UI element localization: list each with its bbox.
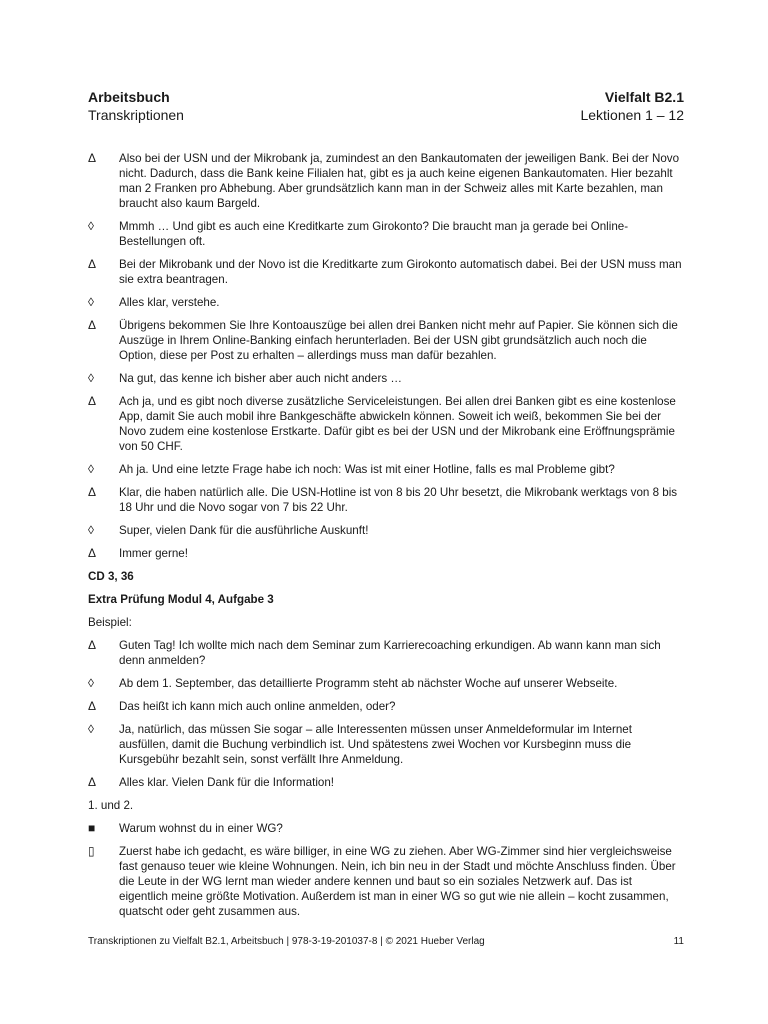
- footer-citation: Transkriptionen zu Vielfalt B2.1, Arbeitsbuch | 978-3-19-201037-8 | © 2021 Hueber Verlag: [88, 936, 485, 947]
- dialog-text: Guten Tag! Ich wollte mich nach dem Seminar zum Karrierecoaching erkundigen. Ab wann kann man sich denn anmelden?: [119, 639, 661, 667]
- speaker-marker: ◊: [88, 676, 94, 690]
- header-lessons: Lektionen 1 – 12: [580, 107, 684, 123]
- dialog-text: Super, vielen Dank für die ausführliche Auskunft!: [119, 524, 369, 537]
- speaker-marker: ◊: [88, 371, 94, 385]
- dialog-text: Ja, natürlich, das müssen Sie sogar – alle Interessenten müssen unser Anmeldeformular im Internet ausfüllen, damit die Buchung verbindlich ist. Und spätestens zwei Wochen vor Kursbeginn muss die Kursgebühr bezahlt sein, sonst verfällt Ihre Anmeldung.: [119, 723, 632, 766]
- header-section: Transkriptionen: [88, 107, 184, 123]
- dialog-text: Immer gerne!: [119, 547, 188, 560]
- dialog-text: Also bei der USN und der Mikrobank ja, zumindest an den Bankautomaten der jeweiligen Bank. Bei der Novo nicht. Dadurch, dass die Bank keine Filialen hat, gibt es ja auch keine eigenen Bankautomaten. Hier bezahlt man 2 Franken pro Abhebung. Aber grundsätzlich kann man in der Schweiz alles mit Karte bezahlen, man braucht also kaum Bargeld.: [119, 152, 680, 210]
- speaker-marker: ■: [88, 821, 96, 835]
- section-title: Extra Prüfung Modul 4, Aufgabe 3: [88, 593, 274, 606]
- dialog-line: [88, 523, 684, 538]
- speaker-marker: Δ: [88, 257, 97, 271]
- dialog-wg: [88, 821, 684, 919]
- dialog-line: [88, 462, 684, 477]
- dialog-text: Klar, die haben natürlich alle. Die USN-Hotline ist von 8 bis 20 Uhr besetzt, die Mikrobank werktags von 8 bis 18 Uhr und die Novo sogar von 7 bis 22 Uhr.: [119, 486, 678, 514]
- dialog-line: [88, 638, 684, 668]
- speaker-marker: Δ: [88, 318, 97, 332]
- speaker-marker: Δ: [88, 546, 97, 560]
- speaker-marker: Δ: [88, 151, 97, 165]
- dialog-line: [88, 394, 684, 454]
- dialog-bank: [88, 151, 684, 561]
- dialog-text: Ah ja. Und eine letzte Frage habe ich noch: Was ist mit einer Hotline, falls es mal Probleme gibt?: [119, 463, 615, 476]
- dialog-text: Alles klar, verstehe.: [119, 296, 220, 309]
- dialog-line: [88, 775, 684, 790]
- dialog-text: Bei der Mikrobank und der Novo ist die Kreditkarte zum Girokonto automatisch dabei. Bei der USN muss man sie extra beantragen.: [119, 258, 682, 286]
- speaker-marker: Δ: [88, 699, 97, 713]
- dialog-line: [88, 722, 684, 767]
- dialog-line: [88, 318, 684, 363]
- dialog-line: [88, 295, 684, 310]
- header-series-title: Vielfalt B2.1: [604, 89, 684, 105]
- example-label: Beispiel:: [88, 616, 132, 629]
- dialog-text: Warum wohnst du in einer WG?: [119, 822, 283, 835]
- dialog-line: [88, 676, 684, 691]
- speaker-marker: Δ: [88, 775, 97, 789]
- dialog-text: Mmmh … Und gibt es auch eine Kreditkarte zum Girokonto? Die braucht man ja gerade bei Online-Bestellungen oft.: [119, 220, 629, 248]
- header-book-title: Arbeitsbuch: [88, 89, 170, 105]
- dialog-text: Na gut, das kenne ich bisher aber auch nicht anders …: [119, 372, 402, 385]
- transcript-body: [88, 151, 684, 927]
- page-footer: [88, 935, 684, 948]
- dialog-line: [88, 821, 684, 836]
- speaker-marker: Δ: [88, 394, 97, 408]
- speaker-marker: Δ: [88, 638, 97, 652]
- speaker-marker: ◊: [88, 295, 94, 309]
- part-label: 1. und 2.: [88, 799, 134, 812]
- dialog-text: Zuerst habe ich gedacht, es wäre billiger, in eine WG zu ziehen. Aber WG-Zimmer sind hier vergleichsweise fast genauso teuer wie kleine Wohnungen. Nein, ich bin neu in der Stadt und möchte Anschluss finden. Über die Leute in der WG lernt man wieder andere kennen und baut so ein soziales Netzwerk auf. Das ist eigentlich meine größte Motivation. Außerdem ist man in einer WG so gut wie nie allein – kocht zusammen, quatscht oder geht zusammen aus.: [119, 845, 676, 918]
- dialog-line: [88, 151, 684, 211]
- speaker-marker: Δ: [88, 485, 97, 499]
- dialog-line: [88, 546, 684, 561]
- dialog-line: [88, 485, 684, 515]
- speaker-marker: ◊: [88, 219, 94, 233]
- dialog-text: Ab dem 1. September, das detaillierte Programm steht ab nächster Woche auf unserer Webseite.: [119, 677, 618, 690]
- page-number: 11: [673, 936, 684, 947]
- dialog-text: Ach ja, und es gibt noch diverse zusätzliche Serviceleistungen. Bei allen drei Banken gibt es eine kostenlose App, damit Sie auch mobil ihre Bankgeschäfte abwickeln können. Soweit ich weiß, bekommen Sie bei der Novo zudem eine kostenlose Erstkarte. Dafür gibt es bei der USN und der Mikrobank eine Eröffnungsprämie von 50 CHF.: [119, 395, 676, 453]
- dialog-line: [88, 371, 684, 386]
- speaker-marker: ▯: [88, 844, 95, 858]
- dialog-line: [88, 257, 684, 287]
- dialog-text: Übrigens bekommen Sie Ihre Kontoauszüge bei allen drei Banken nicht mehr auf Papier. Sie können sich die Auszüge in Ihrem Online-Banking einfach herunterladen. Bei der USN gibt grundsätzlich auch noch die Option, diese per Post zu erhalten – allerdings muss man dafür bezahlen.: [119, 319, 678, 362]
- dialog-seminar: [88, 638, 684, 790]
- dialog-text: Das heißt ich kann mich auch online anmelden, oder?: [119, 700, 396, 713]
- speaker-marker: ◊: [88, 523, 94, 537]
- speaker-marker: ◊: [88, 462, 94, 476]
- dialog-line: [88, 699, 684, 714]
- speaker-marker: ◊: [88, 722, 94, 736]
- dialog-text: Alles klar. Vielen Dank für die Information!: [119, 776, 335, 789]
- dialog-line: [88, 844, 684, 919]
- dialog-line: [88, 219, 684, 249]
- page-header: [88, 88, 684, 124]
- track-label: CD 3, 36: [88, 570, 134, 583]
